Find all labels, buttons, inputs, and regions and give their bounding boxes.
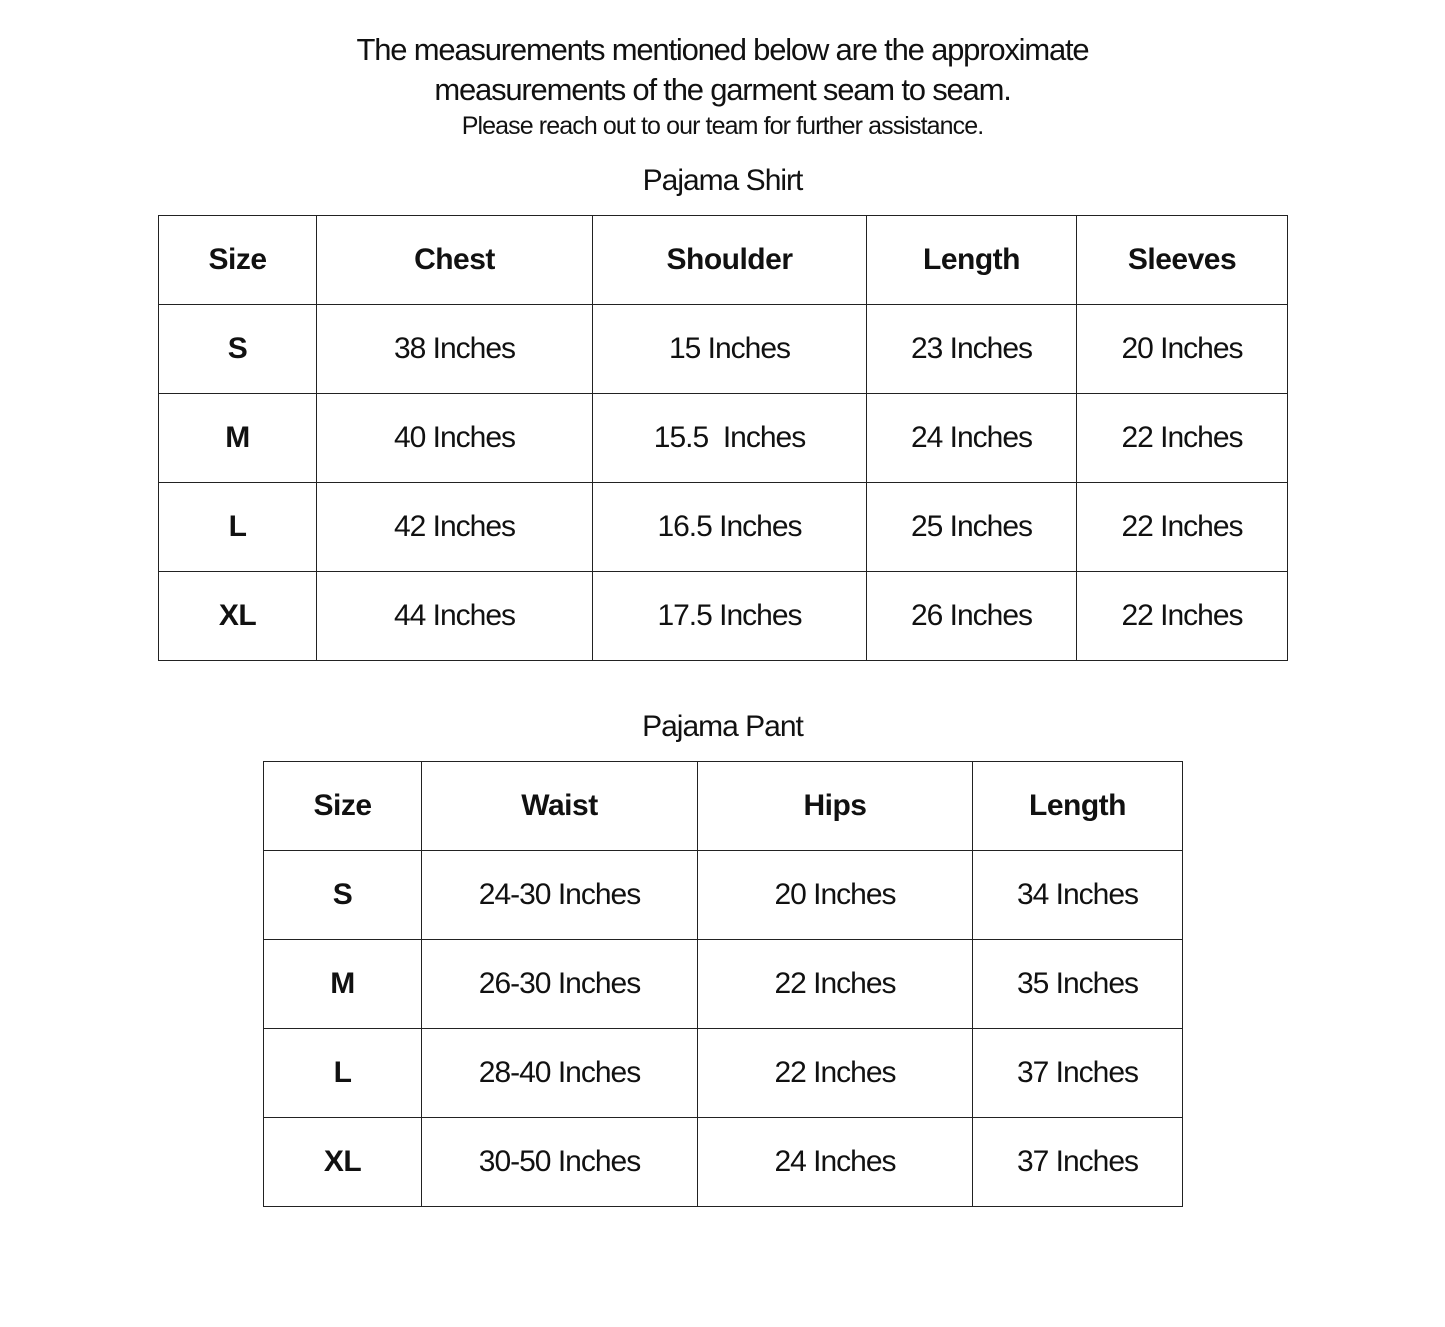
- hips-cell: 20 Inches: [698, 851, 973, 940]
- table-header-row: [159, 216, 1288, 305]
- size-cell: L: [264, 1029, 422, 1118]
- table-row: [159, 483, 1288, 572]
- chest-cell: 38 Inches: [317, 305, 593, 394]
- header-length: Length: [973, 762, 1183, 851]
- length-cell: 26 Inches: [867, 572, 1077, 661]
- header-sleeves: Sleeves: [1077, 216, 1288, 305]
- waist-cell: 26-30 Inches: [422, 940, 698, 1029]
- sleeves-cell: 22 Inches: [1077, 394, 1288, 483]
- table-row: [264, 851, 1183, 940]
- table-row: [264, 1118, 1183, 1207]
- header-length: Length: [867, 216, 1077, 305]
- intro-line-3: Please reach out to our team for further assistance.: [461, 112, 984, 140]
- header-waist: Waist: [422, 762, 698, 851]
- pant-table-title: Pajama Pant: [642, 710, 803, 743]
- intro-text: [0, 30, 1445, 142]
- size-cell: L: [159, 483, 317, 572]
- sleeves-cell: 20 Inches: [1077, 305, 1288, 394]
- hips-cell: 22 Inches: [698, 1029, 973, 1118]
- intro-line-1: The measurements mentioned below are the approximate: [356, 32, 1089, 67]
- length-cell: 37 Inches: [973, 1118, 1183, 1207]
- size-cell: XL: [264, 1118, 422, 1207]
- chest-cell: 42 Inches: [317, 483, 593, 572]
- size-cell: S: [159, 305, 317, 394]
- header-hips: Hips: [698, 762, 973, 851]
- table-row: [159, 572, 1288, 661]
- header-shoulder: Shoulder: [593, 216, 867, 305]
- waist-cell: 24-30 Inches: [422, 851, 698, 940]
- shoulder-cell: 17.5 Inches: [593, 572, 867, 661]
- sleeves-cell: 22 Inches: [1077, 483, 1288, 572]
- table-row: [264, 940, 1183, 1029]
- pant-size-table: [263, 761, 1183, 1207]
- shoulder-cell: 16.5 Inches: [593, 483, 867, 572]
- shirt-size-table: [158, 215, 1288, 661]
- size-cell: XL: [159, 572, 317, 661]
- length-cell: 24 Inches: [867, 394, 1077, 483]
- length-cell: 25 Inches: [867, 483, 1077, 572]
- header-size: Size: [264, 762, 422, 851]
- length-cell: 35 Inches: [973, 940, 1183, 1029]
- size-cell: M: [264, 940, 422, 1029]
- hips-cell: 22 Inches: [698, 940, 973, 1029]
- waist-cell: 30-50 Inches: [422, 1118, 698, 1207]
- table-row: [159, 394, 1288, 483]
- hips-cell: 24 Inches: [698, 1118, 973, 1207]
- length-cell: 23 Inches: [867, 305, 1077, 394]
- chest-cell: 40 Inches: [317, 394, 593, 483]
- shoulder-cell: 15 Inches: [593, 305, 867, 394]
- size-cell: M: [159, 394, 317, 483]
- table-row: [264, 1029, 1183, 1118]
- sleeves-cell: 22 Inches: [1077, 572, 1288, 661]
- waist-cell: 28-40 Inches: [422, 1029, 698, 1118]
- intro-line-2: measurements of the garment seam to seam.: [434, 72, 1011, 107]
- table-row: [159, 305, 1288, 394]
- shoulder-cell: 15.5 Inches: [593, 394, 867, 483]
- size-cell: S: [264, 851, 422, 940]
- chest-cell: 44 Inches: [317, 572, 593, 661]
- table-header-row: [264, 762, 1183, 851]
- header-chest: Chest: [317, 216, 593, 305]
- length-cell: 37 Inches: [973, 1029, 1183, 1118]
- length-cell: 34 Inches: [973, 851, 1183, 940]
- shirt-table-title: Pajama Shirt: [642, 164, 803, 197]
- header-size: Size: [159, 216, 317, 305]
